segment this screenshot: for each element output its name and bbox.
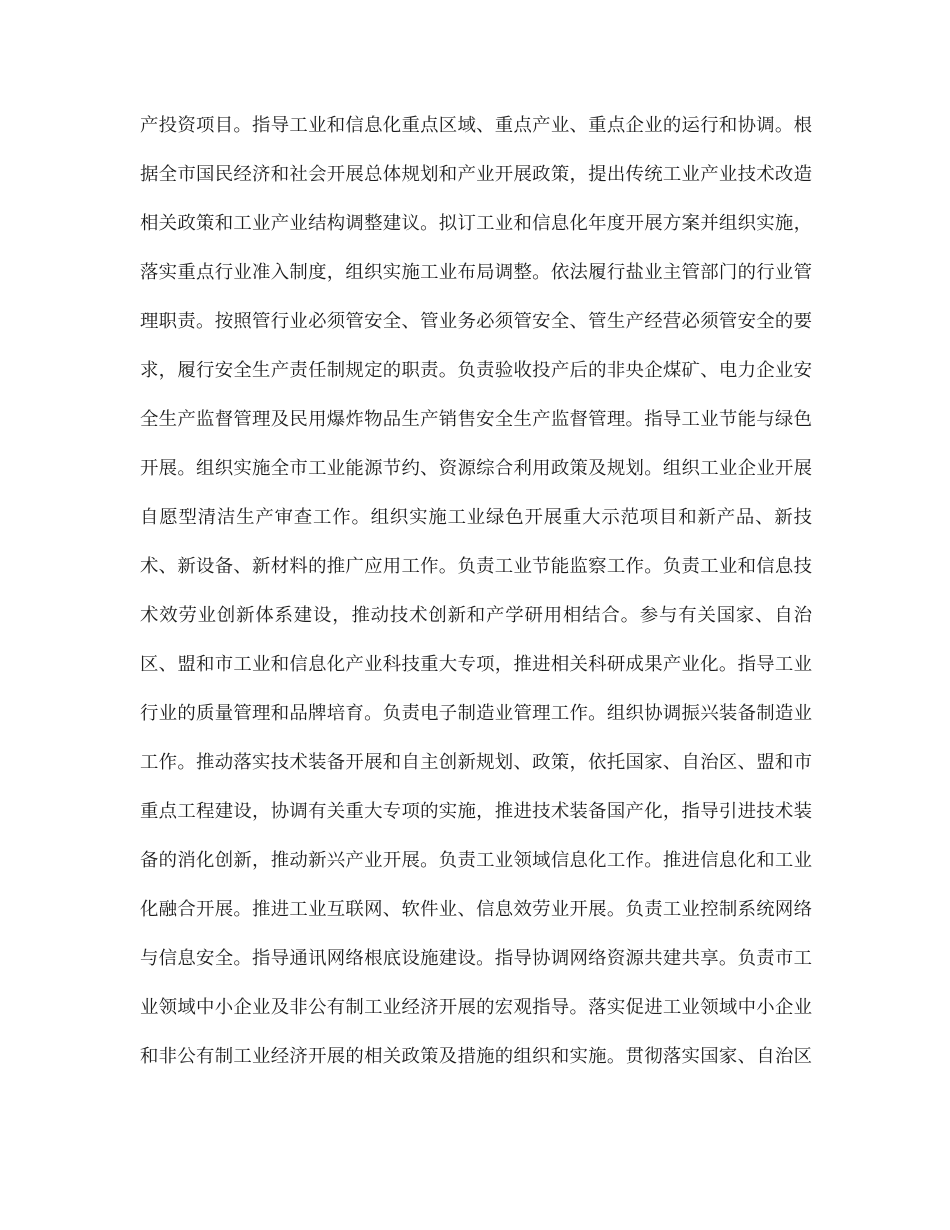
text-line: 化融合开展。推进工业互联网、软件业、信息效劳业开展。负责工业控制系统网络 (140, 899, 812, 920)
text-line: 备的消化创新，推动新兴产业开展。负责工业领域信息化工作。推进信息化和工业 (140, 850, 812, 871)
text-line: 工作。推动落实技术装备开展和自主创新规划、政策，依托国家、自治区、盟和市 (140, 752, 812, 773)
text-line: 落实重点行业准入制度，组织实施工业布局调整。依法履行盐业主管部门的行业管 (140, 262, 812, 283)
text-line: 求，履行安全生产责任制规定的职责。负责验收投产后的非央企煤矿、电力企业安 (140, 360, 812, 381)
text-line: 自愿型清洁生产审查工作。组织实施工业绿色开展重大示范项目和新产品、新技 (140, 507, 812, 528)
text-line: 重点工程建设，协调有关重大专项的实施，推进技术装备国产化，指导引进技术装 (140, 801, 812, 822)
text-line: 术效劳业创新体系建设，推动技术创新和产学研用相结合。参与有关国家、自治 (140, 605, 812, 626)
text-line: 相关政策和工业产业结构调整建议。拟订工业和信息化年度开展方案并组织实施， (140, 213, 812, 234)
text-line: 理职责。按照管行业必须管安全、管业务必须管安全、管生产经营必须管安全的要 (140, 311, 812, 332)
text-line: 开展。组织实施全市工业能源节约、资源综合利用政策及规划。组织工业企业开展 (140, 458, 812, 479)
text-line: 和非公有制工业经济开展的相关政策及措施的组织和实施。贯彻落实国家、自治区 (140, 1046, 812, 1067)
text-line: 与信息安全。指导通讯网络根底设施建设。指导协调网络资源共建共享。负责市工 (140, 948, 812, 969)
text-line: 行业的质量管理和品牌培育。负责电子制造业管理工作。组织协调振兴装备制造业 (140, 703, 812, 724)
text-line: 术、新设备、新材料的推广应用工作。负责工业节能监察工作。负责工业和信息技 (140, 556, 812, 577)
text-line: 据全市国民经济和社会开展总体规划和产业开展政策，提出传统工业产业技术改造 (140, 164, 812, 185)
body-paragraph (140, 108, 812, 1088)
text-line: 全生产监督管理及民用爆炸物品生产销售安全生产监督管理。指导工业节能与绿色 (140, 409, 812, 430)
text-line: 产投资项目。指导工业和信息化重点区域、重点产业、重点企业的运行和协调。根 (140, 115, 812, 136)
text-line: 区、盟和市工业和信息化产业科技重大专项，推进相关科研成果产业化。指导工业 (140, 654, 812, 675)
text-line: 业领域中小企业及非公有制工业经济开展的宏观指导。落实促进工业领域中小企业 (140, 997, 812, 1018)
